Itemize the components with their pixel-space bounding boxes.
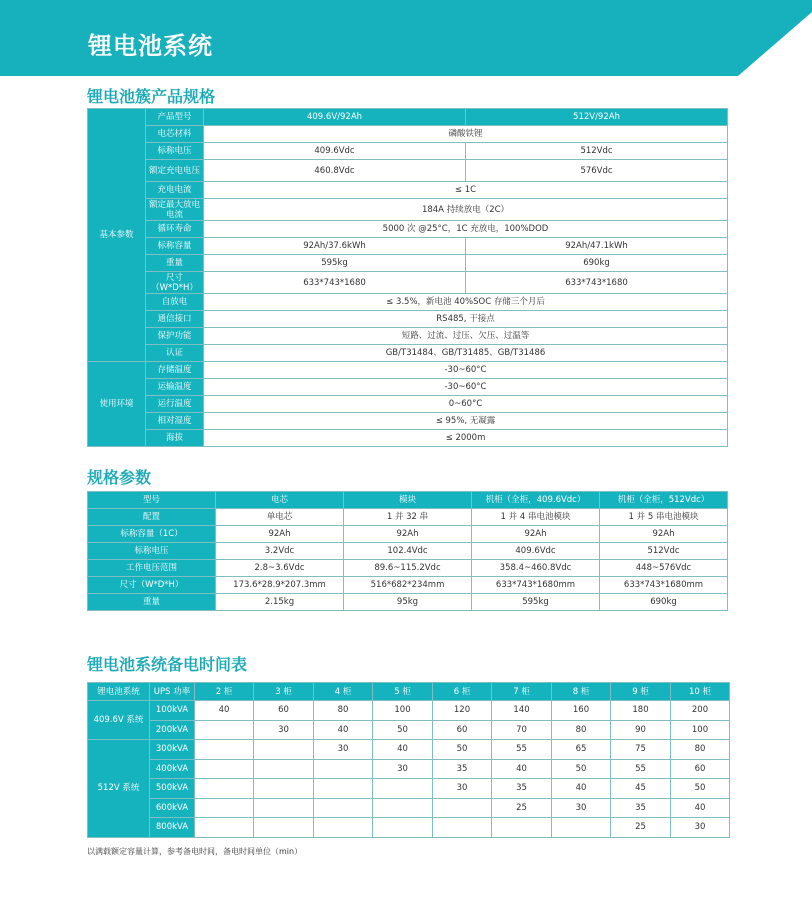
- spec-value-512: 512Vdc: [466, 143, 728, 160]
- param-cell: 512Vdc: [600, 543, 728, 560]
- backup-time-cell: [373, 818, 433, 838]
- param-cell: 358.4~460.8Vdc: [472, 560, 600, 577]
- spec-param-name: 自放电: [146, 294, 204, 311]
- backup-time-cell: [314, 779, 373, 799]
- param-row-label: 标称容量（1C）: [88, 526, 216, 543]
- spec-row: [88, 160, 728, 182]
- spec-param-name: 重量: [146, 255, 204, 272]
- spec-param-name: 尺寸（W*D*H）: [146, 272, 204, 294]
- backup-time-cell: 50: [373, 720, 433, 740]
- backup-power-label: 300kVA: [150, 740, 195, 760]
- spec-param-name: 海拔: [146, 430, 204, 447]
- backup-time-cell: [254, 798, 314, 818]
- backup-header-cell: 6 柜: [433, 683, 492, 701]
- backup-time-cell: 45: [611, 779, 671, 799]
- spec-value-512: 690kg: [466, 255, 728, 272]
- spec-row: [88, 430, 728, 447]
- backup-time-cell: [254, 818, 314, 838]
- param-cell: 102.4Vdc: [344, 543, 472, 560]
- backup-time-cell: 40: [373, 740, 433, 760]
- param-cell: 92Ah: [216, 526, 344, 543]
- backup-time-cell: 75: [611, 740, 671, 760]
- page-title: 锂电池系统: [88, 32, 213, 60]
- backup-time-cell: 30: [373, 759, 433, 779]
- backup-time-cell: 50: [433, 740, 492, 760]
- backup-header-cell: 5 柜: [373, 683, 433, 701]
- spec-value-409: 460.8Vdc: [204, 160, 466, 182]
- spec-row: [88, 109, 728, 126]
- spec-value: 0~60°C: [204, 396, 728, 413]
- backup-time-cell: 30: [433, 779, 492, 799]
- backup-system-label: 409.6V 系统: [88, 701, 150, 740]
- param-cell: 95kg: [344, 594, 472, 611]
- param-cell: 1 并 5 串电池模块: [600, 509, 728, 526]
- backup-time-cell: 30: [314, 740, 373, 760]
- param-header-cell: 机柜（全柜，409.6Vdc）: [472, 492, 600, 509]
- spec-group-label: 使用环境: [88, 362, 146, 447]
- backup-time-cell: [195, 720, 254, 740]
- param-cell: 409.6Vdc: [472, 543, 600, 560]
- backup-time-cell: [314, 818, 373, 838]
- backup-time-cell: 55: [611, 759, 671, 779]
- backup-time-cell: [254, 740, 314, 760]
- backup-time-cell: [314, 798, 373, 818]
- backup-time-cell: [314, 759, 373, 779]
- param-cell: 1 并 4 串电池模块: [472, 509, 600, 526]
- backup-power-label: 100kVA: [150, 701, 195, 721]
- spec-value-512: 633*743*1680: [466, 272, 728, 294]
- backup-time-cell: 60: [254, 701, 314, 721]
- param-row: [88, 526, 728, 543]
- spec-value: RS485, 干接点: [204, 311, 728, 328]
- spec-param-name: 额定充电电压: [146, 160, 204, 182]
- spec-value: GB/T31484、GB/T31485、GB/T31486: [204, 345, 728, 362]
- spec-param-name: 认证: [146, 345, 204, 362]
- backup-header-cell: 9 柜: [611, 683, 671, 701]
- param-row-label: 标称电压: [88, 543, 216, 560]
- param-header-cell: 模块: [344, 492, 472, 509]
- backup-header-cell: UPS 功率: [150, 683, 195, 701]
- backup-row: [88, 818, 730, 838]
- param-cell: 92Ah: [600, 526, 728, 543]
- backup-time-cell: 160: [552, 701, 611, 721]
- spec-param-name: 保护功能: [146, 328, 204, 345]
- backup-header-cell: 2 柜: [195, 683, 254, 701]
- spec-value: 5000 次 @25°C，1C 充放电，100%DOD: [204, 221, 728, 238]
- param-cell: 单电芯: [216, 509, 344, 526]
- backup-row: [88, 701, 730, 721]
- spec-value: 磷酸铁锂: [204, 126, 728, 143]
- param-row: [88, 577, 728, 594]
- backup-time-cell: 100: [373, 701, 433, 721]
- spec-param-name: 充电电流: [146, 182, 204, 199]
- param-cell: 516*682*234mm: [344, 577, 472, 594]
- spec-param-name: 电芯材料: [146, 126, 204, 143]
- param-table-title: 规格参数: [87, 468, 152, 487]
- param-row-label: 配置: [88, 509, 216, 526]
- backup-time-cell: [195, 798, 254, 818]
- spec-param-name: 相对湿度: [146, 413, 204, 430]
- backup-time-cell: [492, 818, 552, 838]
- backup-row: [88, 798, 730, 818]
- spec-row: [88, 199, 728, 221]
- backup-time-cell: [254, 779, 314, 799]
- spec-param-name: 标称电压: [146, 143, 204, 160]
- backup-time-cell: 200: [671, 701, 730, 721]
- backup-time-cell: 120: [433, 701, 492, 721]
- backup-header-cell: 8 柜: [552, 683, 611, 701]
- param-cell: 633*743*1680mm: [472, 577, 600, 594]
- param-cell: 89.6~115.2Vdc: [344, 560, 472, 577]
- spec-row: [88, 255, 728, 272]
- param-header-cell: 电芯: [216, 492, 344, 509]
- param-cell: 3.2Vdc: [216, 543, 344, 560]
- spec-table: [87, 108, 728, 447]
- backup-header-cell: 3 柜: [254, 683, 314, 701]
- backup-time-cell: [195, 779, 254, 799]
- backup-time-cell: 60: [671, 759, 730, 779]
- spec-row: [88, 221, 728, 238]
- param-cell: 92Ah: [472, 526, 600, 543]
- spec-row: [88, 362, 728, 379]
- param-cell: 173.6*28.9*207.3mm: [216, 577, 344, 594]
- backup-power-label: 200kVA: [150, 720, 195, 740]
- spec-value-512: 576Vdc: [466, 160, 728, 182]
- param-row: [88, 509, 728, 526]
- backup-power-label: 600kVA: [150, 798, 195, 818]
- spec-param-name: 额定最大放电电流: [146, 199, 204, 221]
- param-table: [87, 491, 728, 611]
- backup-header-row: [88, 683, 730, 701]
- backup-row: [88, 779, 730, 799]
- spec-row: [88, 311, 728, 328]
- param-row-label: 工作电压范围: [88, 560, 216, 577]
- spec-row: [88, 396, 728, 413]
- backup-power-label: 800kVA: [150, 818, 195, 838]
- spec-param-name: 存储温度: [146, 362, 204, 379]
- backup-time-cell: [254, 759, 314, 779]
- spec-value-409: 633*743*1680: [204, 272, 466, 294]
- backup-time-cell: 30: [552, 798, 611, 818]
- backup-time-cell: 80: [671, 740, 730, 760]
- backup-header-cell: 7 柜: [492, 683, 552, 701]
- spec-row: [88, 328, 728, 345]
- backup-time-cell: [373, 779, 433, 799]
- backup-time-cell: 40: [314, 720, 373, 740]
- spec-value: -30~60°C: [204, 379, 728, 396]
- backup-time-cell: 65: [552, 740, 611, 760]
- backup-time-cell: 80: [314, 701, 373, 721]
- backup-time-cell: 50: [552, 759, 611, 779]
- backup-time-cell: 40: [492, 759, 552, 779]
- spec-param-name: 标称容量: [146, 238, 204, 255]
- backup-time-cell: 70: [492, 720, 552, 740]
- backup-time-cell: [552, 818, 611, 838]
- backup-time-cell: [433, 798, 492, 818]
- param-header-row: [88, 492, 728, 509]
- spec-row: [88, 272, 728, 294]
- header-banner: [0, 0, 812, 76]
- backup-power-label: 500kVA: [150, 779, 195, 799]
- spec-value: ≤ 3.5%，新电池 40%SOC 存储三个月后: [204, 294, 728, 311]
- backup-time-cell: 80: [552, 720, 611, 740]
- backup-time-cell: 35: [433, 759, 492, 779]
- spec-value: -30~60°C: [204, 362, 728, 379]
- param-row: [88, 560, 728, 577]
- spec-row: [88, 379, 728, 396]
- spec-value: 184A 持续放电（2C）: [204, 199, 728, 221]
- backup-time-cell: 35: [611, 798, 671, 818]
- spec-table-title: 锂电池簇产品规格: [87, 87, 216, 106]
- backup-time-cell: 50: [671, 779, 730, 799]
- backup-table: [87, 682, 730, 838]
- param-cell: 448~576Vdc: [600, 560, 728, 577]
- backup-row: [88, 740, 730, 760]
- backup-time-cell: 40: [195, 701, 254, 721]
- backup-table-title: 锂电池系统备电时间表: [87, 655, 248, 674]
- spec-value-512: 92Ah/47.1kWh: [466, 238, 728, 255]
- backup-row: [88, 720, 730, 740]
- backup-header-cell: 4 柜: [314, 683, 373, 701]
- spec-row: [88, 126, 728, 143]
- spec-row: [88, 345, 728, 362]
- spec-param-name: 产品型号: [146, 109, 204, 126]
- backup-time-cell: 100: [671, 720, 730, 740]
- param-cell: 2.8~3.6Vdc: [216, 560, 344, 577]
- spec-param-name: 运行温度: [146, 396, 204, 413]
- spec-value: ≤ 95%, 无凝露: [204, 413, 728, 430]
- backup-header-cell: 10 柜: [671, 683, 730, 701]
- backup-header-cell: 锂电池系统: [88, 683, 150, 701]
- param-row-label: 重量: [88, 594, 216, 611]
- backup-time-cell: 180: [611, 701, 671, 721]
- backup-time-cell: [195, 740, 254, 760]
- backup-time-cell: 35: [492, 779, 552, 799]
- param-row-label: 尺寸（W*D*H）: [88, 577, 216, 594]
- spec-row: [88, 143, 728, 160]
- backup-time-cell: 55: [492, 740, 552, 760]
- spec-value-409: 92Ah/37.6kWh: [204, 238, 466, 255]
- spec-param-name: 通信接口: [146, 311, 204, 328]
- backup-time-cell: 140: [492, 701, 552, 721]
- param-cell: 633*743*1680mm: [600, 577, 728, 594]
- backup-time-cell: 25: [611, 818, 671, 838]
- spec-row: [88, 294, 728, 311]
- backup-time-cell: 30: [254, 720, 314, 740]
- spec-value: 短路、过流、过压、欠压、过温等: [204, 328, 728, 345]
- backup-note: 以满载额定容量计算，参考备电时间，备电时间单位（min）: [87, 847, 303, 856]
- spec-param-name: 运输温度: [146, 379, 204, 396]
- param-cell: 595kg: [472, 594, 600, 611]
- param-row: [88, 594, 728, 611]
- spec-group-label: 基本参数: [88, 109, 146, 362]
- backup-time-cell: 25: [492, 798, 552, 818]
- backup-system-label: 512V 系统: [88, 740, 150, 838]
- spec-value: ≤ 1C: [204, 182, 728, 199]
- backup-time-cell: 40: [552, 779, 611, 799]
- param-cell: 690kg: [600, 594, 728, 611]
- spec-value: ≤ 2000m: [204, 430, 728, 447]
- param-cell: 2.15kg: [216, 594, 344, 611]
- backup-power-label: 400kVA: [150, 759, 195, 779]
- spec-row: [88, 238, 728, 255]
- spec-row: [88, 413, 728, 430]
- spec-value-409: 409.6V/92Ah: [204, 109, 466, 126]
- backup-time-cell: [373, 798, 433, 818]
- spec-value-409: 409.6Vdc: [204, 143, 466, 160]
- backup-time-cell: [195, 759, 254, 779]
- spec-param-name: 循环寿命: [146, 221, 204, 238]
- param-header-cell: 机柜（全柜，512Vdc）: [600, 492, 728, 509]
- backup-time-cell: 40: [671, 798, 730, 818]
- param-row: [88, 543, 728, 560]
- backup-time-cell: 60: [433, 720, 492, 740]
- param-cell: 92Ah: [344, 526, 472, 543]
- spec-value-409: 595kg: [204, 255, 466, 272]
- backup-row: [88, 759, 730, 779]
- spec-value-512: 512V/92Ah: [466, 109, 728, 126]
- param-header-cell: 型号: [88, 492, 216, 509]
- param-cell: 1 并 32 串: [344, 509, 472, 526]
- backup-time-cell: [433, 818, 492, 838]
- backup-time-cell: [195, 818, 254, 838]
- backup-time-cell: 90: [611, 720, 671, 740]
- backup-time-cell: 30: [671, 818, 730, 838]
- spec-row: [88, 182, 728, 199]
